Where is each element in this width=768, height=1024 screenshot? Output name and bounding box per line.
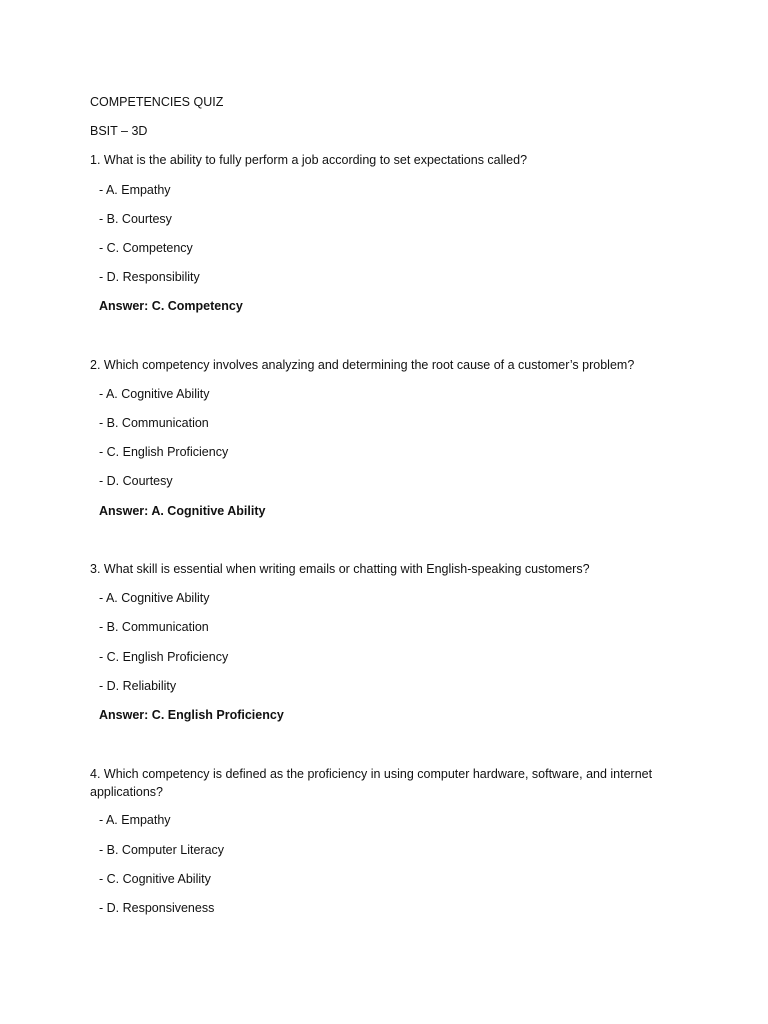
question-1-answer: Answer: C. Competency [99, 299, 243, 314]
question-2-answer: Answer: A. Cognitive Ability [99, 503, 266, 518]
question-3-option-d: - D. Reliability [99, 678, 177, 693]
question-1-option-b: - B. Courtesy [99, 211, 172, 226]
spacer [90, 328, 690, 357]
question-2: 2. Which competency involves analyzing and determining the root cause of a customer’s problem? [90, 357, 635, 372]
question-1: 1. What is the ability to fully perform a job according to set expectations called? [90, 153, 528, 168]
question-3-option-b: - B. Communication [99, 620, 209, 635]
question-2-option-c: - C. English Proficiency [99, 445, 229, 460]
question-4-option-a: - A. Empathy [99, 813, 171, 828]
question-1-option-a: - A. Empathy [99, 182, 171, 197]
question-4-option-b: - B. Computer Literacy [99, 842, 225, 857]
question-1-option-d: - D. Responsibility [99, 270, 200, 285]
question-2-option-d: - D. Courtesy [99, 474, 173, 489]
question-3-option-c: - C. English Proficiency [99, 649, 229, 664]
question-1-option-c: - C. Competency [99, 240, 193, 255]
question-3-option-a: - A. Cognitive Ability [99, 591, 210, 606]
spacer [90, 532, 690, 561]
class-section: BSIT – 3D [90, 124, 148, 139]
quiz-title: COMPETENCIES QUIZ [90, 95, 224, 109]
question-4-option-d: - D. Responsiveness [99, 900, 215, 915]
question-4-option-c: - C. Cognitive Ability [99, 871, 211, 886]
question-2-option-a: - A. Cognitive Ability [99, 386, 210, 401]
spacer [90, 736, 690, 765]
question-2-option-b: - B. Communication [99, 416, 209, 431]
question-3-answer: Answer: C. English Proficiency [99, 707, 284, 722]
question-3: 3. What skill is essential when writing emails or chatting with English-speaking customers? [90, 562, 590, 576]
question-4: 4. Which competency is defined as the proficiency in using computer hardware, software, and internet applications? [90, 767, 653, 800]
document-body [90, 94, 690, 929]
